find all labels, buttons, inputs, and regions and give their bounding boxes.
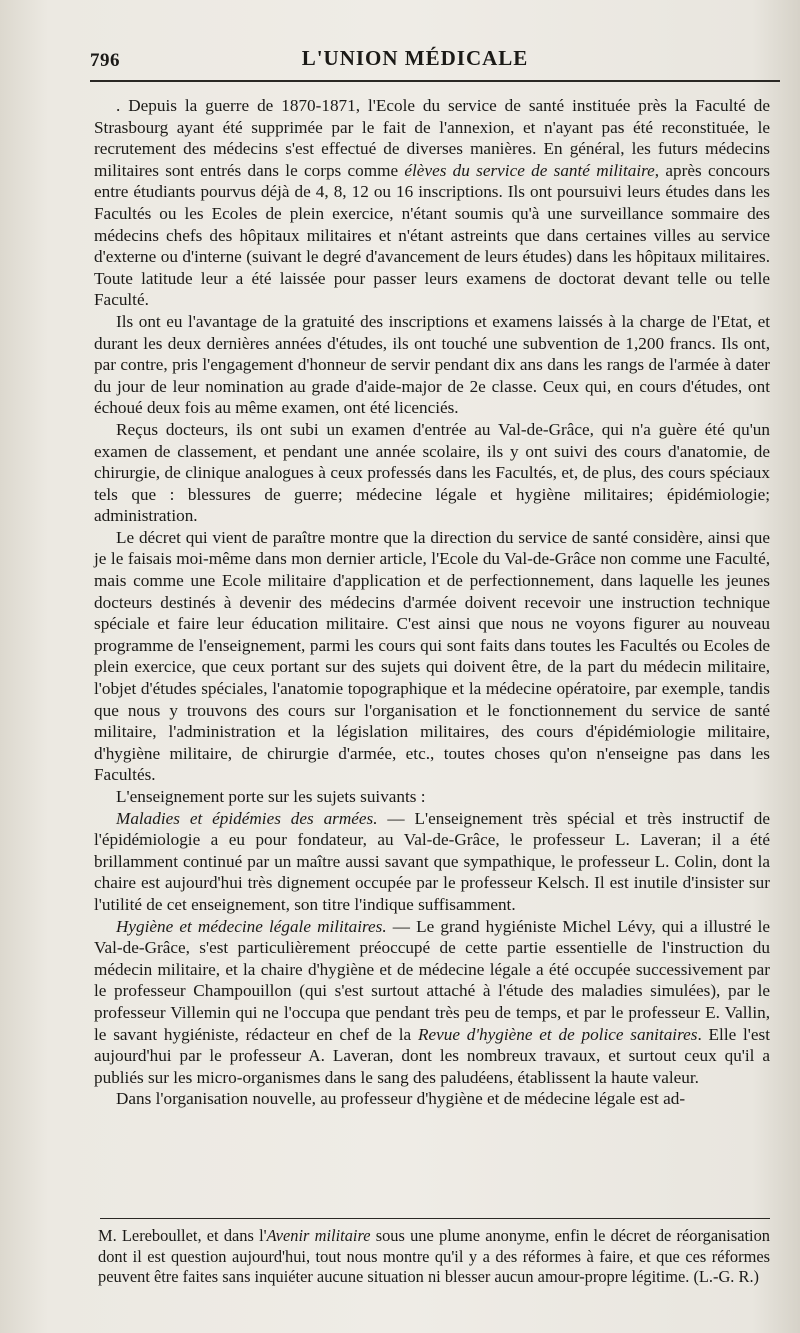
section-heading-maladies: Maladies et épidémies des armées. [116, 808, 378, 828]
footnote-text-a: M. Lereboullet, et dans l' [98, 1226, 267, 1245]
paragraph-3: Reçus docteurs, ils ont subi un examen d'entrée au Val-de-Grâce, qui n'a guère été qu'un examen de classement, et pendant une année scolaire, ils y ont suivi des cours d'anatomie, de chirurgie, de clinique analogues à ceux professés dans les Facultés, et, de plus, des cours spéciaux tels que : blessures de guerre; médecine légale et hygiène militaires; épidémiologie; administration. [94, 419, 770, 526]
paragraph-8: Dans l'organisation nouvelle, au professeur d'hygiène et de médecine légale est ad- [116, 1089, 686, 1109]
paragraph-2: Ils ont eu l'avantage de la gratuité des inscriptions et examens laissés à la charge de l'Etat, et durant les deux dernières années d'études, ils ont touché une subvention de 1,200 francs. Ils ont, par contre, pris l'engagement d'honneur de servir pendant dix ans dans les rangs de l'armée à dater du jour de leur nomination au grade d'aide-major de 2e classe. Ceux qui, en cours d'études, ont échoué deux fois au même examen, ont été licenciés. [94, 311, 770, 418]
footnote-text [98, 1226, 770, 1288]
journal-title: Revue d'hygiène et de police sanitaires [417, 1024, 698, 1044]
paragraph-1-text-b: , après concours entre étudiants pourvus déjà de 4, 8, 12 ou 16 inscriptions. Ils ont poursuivi leurs études dans les Facultés ou les Ecoles de plein exercice, n'étant soumis qu'à une surveillance sommaire des médecins chefs des hôpitaux militaires et n'étant astreints que dans certaines villes au service d'externe ou d'interne (suivant le degré d'avancement de leurs études) dans les hôpitaux militaires. Toute latitude leur a été laissée pour passer leurs examens de doctorat devant telle ou telle Faculté. [94, 160, 770, 310]
paragraph-5: L'enseignement porte sur les sujets suivants : [116, 787, 426, 806]
article-body [94, 95, 770, 1110]
footnote-italic: Avenir militaire [266, 1226, 371, 1245]
paragraph-7 [94, 916, 770, 1089]
header-rule [90, 80, 780, 82]
paragraph-7-text-b: . Elle l'est aujourd'hui par le professeur A. Laveran, dont les nombreux travaux, et surtout ceux qu'il a publiés sur les micro-organismes dans le sang des paludéens, établissent la haute valeur. [94, 1024, 770, 1087]
paragraph-6-text: — L'enseignement très spécial et très instructif de l'épidémiologie a eu pour fondateur, au Val-de-Grâce, le professeur L. Laveran; il a été brillamment continué par un maître aussi savant que sympathique, le professeur L. Colin, dont la chaire est aujourd'hui très dignement occupée par le professeur Kelsch. Il est inutile d'insister sur l'utilité de cet enseignement, son titre l'indique suffisamment. [94, 808, 770, 914]
footnote-rule [100, 1218, 770, 1219]
footnote [98, 1226, 770, 1288]
paragraph-1-italic: élèves du service de santé militaire [404, 160, 655, 180]
section-heading-hygiene: Hygiène et médecine légale militaires. [116, 916, 387, 936]
paragraph-1 [94, 95, 770, 311]
page-number: 796 [90, 50, 120, 71]
paragraph-1-text-a: . Depuis la guerre de 1870-1871, l'Ecole du service de santé instituée près la Faculté de Strasbourg ayant été supprimée par le fait de l'annexion, et n'ayant pas été reconstituée, le recrutement des médecins s'est effectué de diverses manières. En général, les futurs médecins militaires sont entrés dans le corps comme [94, 96, 770, 180]
paragraph-4: Le décret qui vient de paraître montre que la direction du service de santé considère, ainsi que je le faisais moi-même dans mon dernier article, l'Ecole du Val-de-Grâce non comme une Faculté, mais comme une Ecole militaire d'application et de perfectionnement, dans laquelle les jeunes docteurs destinés à devenir des médecins d'armée doivent recevoir une instruction technique spéciale et faire leur éducation militaire. C'est ainsi que nous ne voyons figurer au nouveau programme de l'enseignement, parmi les cours qui sont faits dans toutes les Facultés ou Ecoles de plein exercice, que ceux portant sur des sujets qui doivent être, de la part du médecin militaire, l'objet d'études spéciales, l'anatomie topographique et la médecine opératoire, par exemple, tandis que nous y trouvons des cours sur l'organisation et le fonctionnement du service de santé militaire, l'administration et la législation militaires, des cours d'épidémiologie militaire, d'hygiène militaire, de chirurgie d'armée, etc., toutes choses qu'on n'enseigne pas dans les Facultés. [94, 527, 770, 785]
running-title: L'UNION MÉDICALE [301, 46, 529, 70]
page-header [90, 44, 740, 84]
footnote-text-b: sous une plume anonyme, enfin le décret de réorganisation dont il est question aujourd'hui, tout nous montre qu'il y a des réformes à faire, et que ces réformes peuvent être faites sans inquiéter aucune situation ni blesser aucun amour-propre légitime. (L.-G. R.) [98, 1226, 771, 1286]
paragraph-7-text-a: — Le grand hygiéniste Michel Lévy, qui a illustré le Val-de-Grâce, s'est particulièrement préoccupé de cette partie essentielle de l'instruction du médecin militaire, et la chaire d'hygiène et de médecine légale a été occupée successivement par le professeur Champouillon (qui s'est surtout attaché à l'étude des maladies simulées), par le professeur Villemin qui ne l'occupa que pendant très peu de temps, et par le professeur E. Vallin, le savant hygiéniste, rédacteur en chef de la [94, 916, 770, 1044]
paragraph-6 [94, 808, 770, 916]
